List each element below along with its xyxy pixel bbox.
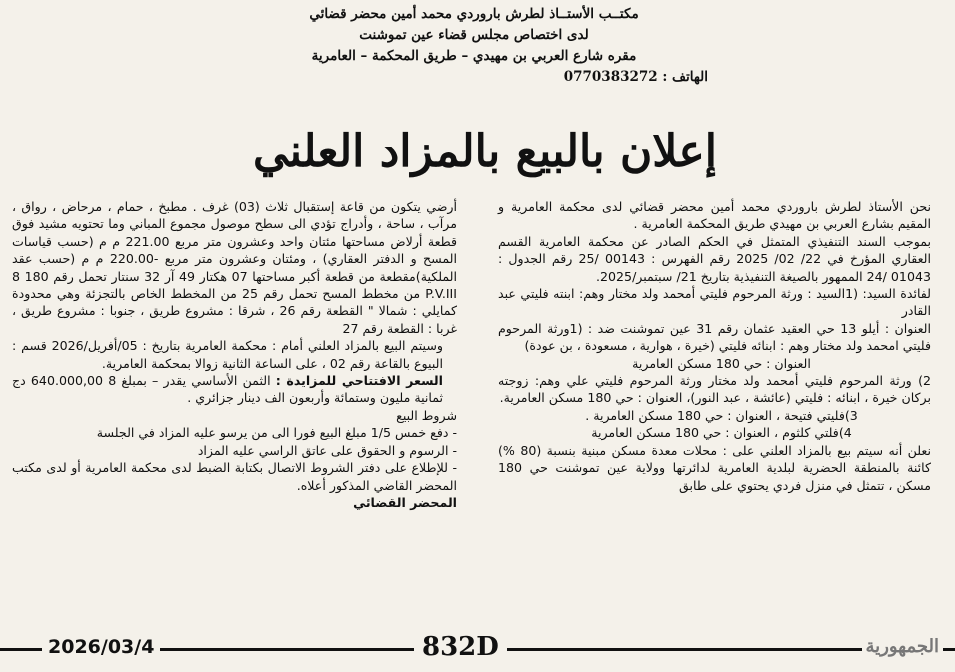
opening-price-text: الثمن الأساسي يقدر – بمبلغ 8 640.000,00 دج ثمانية مليون وستمائة وأربعون الف دينار جزائري . xyxy=(12,373,443,406)
footer-code: 832D xyxy=(414,632,507,662)
heirs-paragraph: 2) ورثة المرحوم فليتي أمحمد ولد مختار ورثة المرحوم فليتي علي وهم: زوجته بركان خيرة ، ابنائه : فليتي (عائشة ، عبد النور)، العنوان : حي 180 مسكن العامرية. xyxy=(498,373,931,406)
property-paragraph: نعلن أنه سيتم بيع بالمزاد العلني على : محلات معدة مسكن مبنية بنسبة (80 %) كائنة بالمنطقة الحضرية لبلدية العامرية لدائرتها وولاية عين تموشنت حي 180 مسكن ، تتمثل في منزل فردي يحتوي على طابق xyxy=(498,442,931,493)
phone-label: الهاتف : xyxy=(662,69,708,85)
beneficiary-paragraph: لفائدة السيد: (1السيد : ورثة المرحوم فليتي أمحمد ولد مختار وهم: ابنته فليتي عبد القادر xyxy=(498,286,931,319)
opening-price-label: السعر الافتتاحي للمزايدة : xyxy=(275,373,443,389)
footer xyxy=(0,630,955,672)
intro-paragraph: نحن الأستاذ لطرش باروردي محمد أمين محضر قضائي لدى محكمة العامرية و المقيم بشارع العربي بن مهيدي طريق المحكمة العامرية . xyxy=(498,199,931,232)
office-name: مكتــب الأستــاذ لطرش باروردي محمد أمين محضر قضائي xyxy=(309,6,639,22)
conditions-title: شروط البيع xyxy=(396,407,457,423)
office-phone-line xyxy=(230,67,718,88)
condition-3: - للإطلاع على دفتر الشروط الاتصال بكتابة الضبط لدى محكمة العامرية أو لدى مكتب المحضر القاضي المذكور أعلاه. xyxy=(12,460,457,493)
notice-title: إعلان بالبيع بالمزاد العلني xyxy=(253,126,717,177)
property-description: أرضي يتكون من قاعة إستقبال ثلاث (03) غرف . مطبخ ، حمام ، مرحاض ، رواق ، مرآب ، ساحة ، وأدراج تؤدي الى سطح موصول مجموع المباني وما تحتويه مشيد فوق قطعة أرلاض مساحتها مئتان واحد وعشرون متر مربع 221.00 م م (حسب قياسات المسح و الدفتر العقاري) ، ومئتان وعشرون متر مربع -220.00 م م (حسب عقد الملكية)مقطعة من قطعة أكبر مساحتها 07 هكتار 49 آر 32 سنتار تحمل رقم 180 8 P.V.III من مخطط المسح تحمل رقم 25 من المخطط الخاص بالتجزئة وهي محدودة كمايلي : شمالا " القطعة رقم 26 ، شرقا : مشروع طريق ، جنوبا : مشروع طريق ، غربا : القطعة رقم 27 xyxy=(12,199,458,336)
right-column xyxy=(498,198,945,494)
defendants-paragraph: العنوان : أيلو 13 حي العقيد عثمان رقم 31 عين تموشنت ضد : (1ورثة المرحوم فليتي امحمد ولد مختار وهم : ابنائه فليتي (خيرة ، هوارية ، مسعودة ، بن عودة) xyxy=(498,320,932,354)
footer-date: 2026/03/4 xyxy=(42,636,160,658)
office-address: مقره شارع العربي بن مهيدي – طريق المحكمة – العامرية xyxy=(311,48,637,64)
newspaper-logo: الجمهورية xyxy=(862,636,943,657)
address-line-1: العنوان : حي 180 مسكن العامرية xyxy=(632,355,811,371)
opening-price-paragraph xyxy=(12,372,457,407)
condition-2: - الرسوم و الحقوق على عاتق الراسي عليه المزاد xyxy=(197,442,457,458)
auction-date-paragraph: وسيتم البيع بالمزاد العلني أمام : محكمة العامرية بتاريخ : 05/أفريل/2026 قسم : البيوع بالقاعة رقم 02 ، على الساعة الثانية زوالا بمحكمة العامرية. xyxy=(12,338,443,371)
office-jurisdiction: لدى اختصاص مجلس قضاء عين تموشنت xyxy=(359,27,589,43)
condition-1: - دفع خمس 1/5 مبلغ البيع فورا الى من يرسو عليه المزاد في الجلسة xyxy=(96,425,457,441)
writ-paragraph: بموجب السند التنفيذي المتمثل في الحكم الصادر عن محكمة العامرية القسم العقاري المؤرخ في 22/ 02/ 2025 رقم الفهرس : 00143 /25 رقم الجدول : 01043 /24 الممهور بالصيغة التنفيذية بتاريخ 21/ سبتمبر/2025. xyxy=(498,233,932,284)
signature: المحضر القضائي xyxy=(353,494,457,510)
phone-number: 0770383272 xyxy=(563,69,658,85)
address-line-2: 3)فليتي فتيحة ، العنوان : حي 180 مسكن العامرية . xyxy=(585,407,858,423)
left-column xyxy=(12,198,457,511)
address-line-3: 4)فلتي كلثوم ، العنوان : حي 180 مسكن العامرية xyxy=(591,425,852,441)
office-header xyxy=(230,4,718,88)
